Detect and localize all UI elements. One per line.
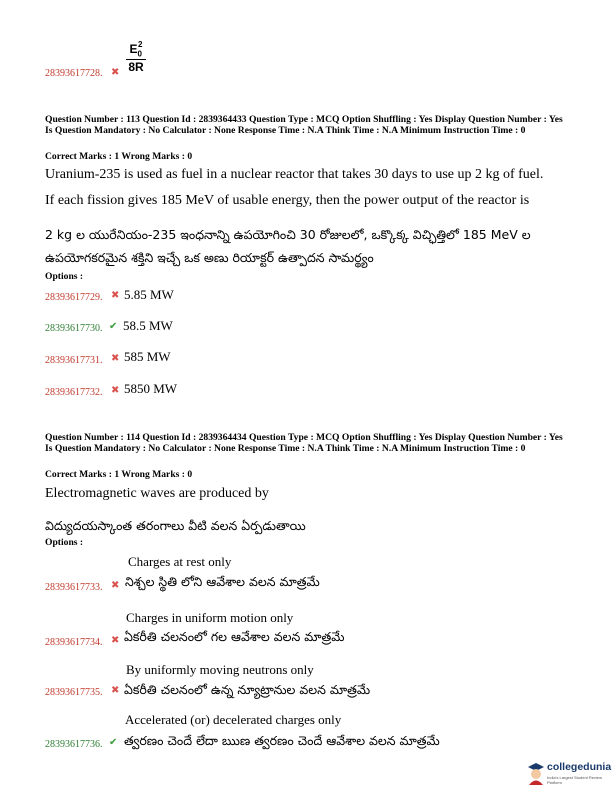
cross-icon: ✖ — [111, 580, 120, 591]
question-marks: Correct Marks : 1 Wrong Marks : 0 — [45, 469, 193, 480]
fraction-numerator — [126, 40, 146, 60]
option-text-te: త్వరణం చెందే లేదా ఋణ త్వరణం చెందే ఆవేశాల వలన మాత్రమే — [124, 733, 440, 748]
option-text: 585 MW — [124, 349, 171, 364]
question-telugu: విద్యుదయస్కాంత తరంగాలు వీటి వలన ఏర్పడుతాయి — [45, 518, 306, 533]
check-icon: ✔ — [109, 321, 118, 332]
option-text-en: Accelerated (or) decelerated charges only — [125, 712, 342, 727]
cross-icon: ✖ — [111, 685, 120, 696]
option-text: 58.5 MW — [123, 318, 173, 333]
fraction-formula — [126, 40, 146, 74]
fraction-denominator: 8R — [128, 60, 144, 75]
option-text-te: ఏకరీతి చలనంలో గల ఆవేశాల వలన మాత్రమే — [124, 629, 345, 644]
option-id: 28393617731. — [45, 355, 103, 366]
fraction-num-sub: 0 — [137, 49, 142, 59]
option-text: 5850 MW — [124, 381, 178, 396]
logo-name: collegedunia — [547, 761, 612, 773]
logo-tagline: India's Largest Student Review Platform — [547, 775, 603, 785]
option-text-te: ఏకరీతి చలనంలో ఉన్న న్యూట్రానుల వలన మాత్రమే — [124, 682, 371, 697]
question-text-line1: Uranium-235 is used as fuel in a nuclear reactor that takes 30 days to use up 2 kg of fuel. — [45, 167, 544, 182]
collegedunia-logo — [527, 759, 612, 787]
option-text: 5.85 MW — [124, 287, 174, 302]
question-marks: Correct Marks : 1 Wrong Marks : 0 — [45, 151, 193, 162]
cross-icon: ✖ — [111, 385, 120, 396]
option-id: 28393617729. — [45, 292, 103, 303]
option-id: 28393617733. — [45, 582, 103, 593]
options-label: Options : — [45, 271, 84, 282]
option-id: 28393617728. — [45, 68, 103, 79]
question-telugu-line2: ఉపయోగకరమైన శక్తిని ఇచ్చే ఒక అణు రియాక్టర్ ఉత్పాదన సామర్థ్యం — [45, 250, 374, 265]
option-text-en: By uniformly moving neutrons only — [126, 662, 314, 677]
option-id: 28393617735. — [45, 687, 103, 698]
question-meta: Question Number : 113 Question Id : 2839364433 Question Type : MCQ Option Shuffling : Yes Display Question Number : Yes Is Question Mandatory : No Calculator : None Response Time : N.A Think Time : N.A Minimum Instruction Time : 0 — [45, 114, 563, 136]
options-label: Options : — [45, 537, 84, 548]
option-id: 28393617730. — [45, 323, 103, 334]
cross-icon: ✖ — [111, 290, 120, 301]
fraction-num-sup: 2 — [138, 40, 143, 49]
question-telugu-line1: 2 kg ల యురేనియం-235 ఇంధనాన్ని ఉపయోగించి 30 రోజులలో, ఒక్కొక్క విచ్ఛిత్తిలో 185 MeV ల — [45, 227, 531, 242]
cross-icon: ✖ — [111, 353, 120, 364]
question-text-line2: If each fission gives 185 MeV of usable energy, then the power output of the reactor is — [45, 193, 530, 208]
option-id: 28393617734. — [45, 637, 103, 648]
question-text: Electromagnetic waves are produced by — [45, 486, 269, 501]
cross-icon: ✖ — [111, 635, 120, 646]
graduate-avatar-icon — [527, 761, 545, 785]
check-icon: ✔ — [109, 737, 118, 748]
cross-icon: ✖ — [111, 67, 120, 78]
question-meta: Question Number : 114 Question Id : 2839364434 Question Type : MCQ Option Shuffling : Yes Display Question Number : Yes Is Question Mandatory : No Calculator : None Response Time : N.A Think Time : N.A Minimum Instruction Time : 0 — [45, 432, 563, 454]
option-text-te: నిశ్చల స్థితి లోని ఆవేశాల వలన మాత్రమే — [125, 574, 320, 589]
option-text-en: Charges in uniform motion only — [126, 610, 294, 625]
fraction-num-base: E — [129, 42, 138, 56]
option-text-en: Charges at rest only — [128, 554, 232, 569]
option-id: 28393617736. — [45, 739, 103, 750]
option-id: 28393617732. — [45, 387, 103, 398]
